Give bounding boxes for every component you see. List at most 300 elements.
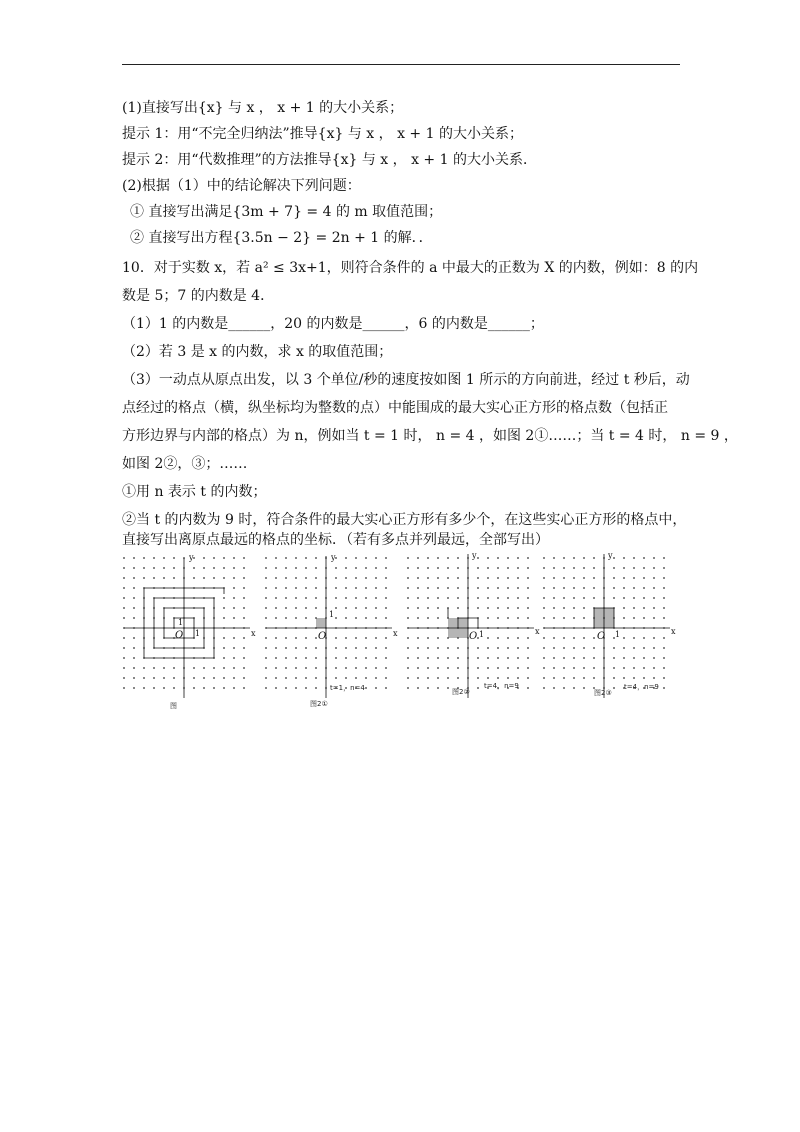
lattice-point (543, 617, 545, 619)
lattice-point (427, 577, 429, 579)
lattice-point (213, 667, 215, 669)
lattice-point (457, 677, 459, 679)
lattice-point (527, 667, 529, 669)
lattice-point (447, 677, 449, 679)
top-rule (122, 64, 680, 65)
lattice-point (355, 587, 357, 589)
lattice-point (527, 587, 529, 589)
lattice-point (427, 597, 429, 599)
lattice-point (427, 677, 429, 679)
lattice-point (193, 567, 195, 569)
lattice-point (427, 687, 429, 689)
lattice-point (265, 577, 267, 579)
lattice-point (335, 617, 337, 619)
figure-2-2-note: t=4，n=9 (484, 682, 519, 690)
lattice-point (487, 617, 489, 619)
lattice-point (573, 587, 575, 589)
lattice-point (173, 557, 175, 559)
lattice-point (315, 617, 317, 619)
lattice-point (315, 597, 317, 599)
lattice-point (613, 587, 615, 589)
lattice-point (355, 637, 357, 639)
lattice-point (223, 687, 225, 689)
lattice-point (553, 647, 555, 649)
lattice-point (123, 577, 125, 579)
lattice-point (527, 567, 529, 569)
lattice-point (295, 607, 297, 609)
lattice-point (345, 677, 347, 679)
lattice-point (295, 617, 297, 619)
lattice-point (385, 587, 387, 589)
text-line-2: 提示 1：用“不完全归纳法”推导{x} 与 x ， x + 1 的大小关系； (122, 126, 523, 142)
y-axis-label: y (608, 551, 613, 560)
lattice-point (427, 647, 429, 649)
lattice-point (123, 687, 125, 689)
lattice-point (437, 557, 439, 559)
lattice-point (633, 587, 635, 589)
lattice-point (153, 667, 155, 669)
lattice-point (275, 617, 277, 619)
lattice-point (233, 597, 235, 599)
lattice-point (285, 587, 287, 589)
lattice-point (203, 567, 205, 569)
lattice-point (447, 657, 449, 659)
lattice-point (583, 687, 585, 689)
lattice-point (583, 557, 585, 559)
lattice-point (365, 557, 367, 559)
lattice-point (315, 687, 317, 689)
lattice-point (223, 577, 225, 579)
figure-1-caption: 图 (170, 702, 177, 710)
lattice-point (375, 567, 377, 569)
lattice-point (663, 597, 665, 599)
lattice-point (447, 557, 449, 559)
lattice-point (265, 637, 267, 639)
lattice-point (355, 667, 357, 669)
lattice-point (573, 637, 575, 639)
lattice-point (553, 657, 555, 659)
lattice-point (437, 647, 439, 649)
origin-label: O (175, 630, 184, 641)
lattice-point (285, 607, 287, 609)
lattice-point (593, 637, 595, 639)
lattice-point (487, 657, 489, 659)
lattice-point (427, 567, 429, 569)
lattice-point (355, 557, 357, 559)
lattice-point (133, 557, 135, 559)
lattice-point (497, 677, 499, 679)
lattice-point (173, 677, 175, 679)
lattice-point (573, 657, 575, 659)
lattice-point (527, 577, 529, 579)
lattice-point (315, 577, 317, 579)
lattice-point (543, 657, 545, 659)
text-line-3: 提示 2：用“代数推理”的方法推导{x} 与 x ， x + 1 的大小关系． (122, 152, 537, 168)
lattice-point (385, 687, 387, 689)
lattice-point (427, 557, 429, 559)
lattice-point (133, 637, 135, 639)
lattice-point (507, 617, 509, 619)
lattice-point (345, 647, 347, 649)
lattice-point (407, 677, 409, 679)
lattice-point (487, 597, 489, 599)
lattice-point (653, 587, 655, 589)
lattice-point (123, 657, 125, 659)
lattice-point (653, 677, 655, 679)
lattice-point (437, 657, 439, 659)
lattice-point (335, 647, 337, 649)
lattice-point (315, 567, 317, 569)
lattice-point (365, 667, 367, 669)
lattice-point (527, 657, 529, 659)
lattice-point (553, 597, 555, 599)
x-axis-label: x (393, 629, 398, 638)
lattice-point (447, 587, 449, 589)
lattice-point (223, 637, 225, 639)
lattice-point (285, 557, 287, 559)
figures-row (118, 548, 678, 718)
lattice-point (543, 557, 545, 559)
question-3-line-4: 如图 2②，③；…… (122, 456, 248, 472)
lattice-point (477, 607, 479, 609)
lattice-point (203, 687, 205, 689)
lattice-point (497, 657, 499, 659)
lattice-point (457, 577, 459, 579)
lattice-point (447, 567, 449, 569)
lattice-point (593, 667, 595, 669)
lattice-point (583, 637, 585, 639)
question-3-line-3: 方形边界与内部的格点）为 n，例如当 t = 1 时， n = 4 ，如图 2①……；当 t = 4 时， n = 9 ， (122, 428, 738, 444)
lattice-point (345, 617, 347, 619)
lattice-point (563, 667, 565, 669)
unit-y-label: 1 (178, 618, 184, 627)
lattice-point (123, 587, 125, 589)
lattice-point (613, 657, 615, 659)
lattice-point (427, 607, 429, 609)
lattice-point (633, 677, 635, 679)
lattice-point (643, 567, 645, 569)
lattice-point (407, 687, 409, 689)
lattice-point (457, 607, 459, 609)
subquestion-b-line-1: ②当 t 的内数为 9 时，符合条件的最大实心正方形有多少个，在这些实心正方形的格点中， (122, 512, 687, 528)
lattice-point (417, 607, 419, 609)
lattice-point (275, 607, 277, 609)
text-line-6: ② 直接写出方程{3.5n − 2} = 2n + 1 的解．． (130, 230, 433, 246)
lattice-point (487, 667, 489, 669)
lattice-point (345, 607, 347, 609)
lattice-point (583, 677, 585, 679)
lattice-point (315, 667, 317, 669)
lattice-point (223, 677, 225, 679)
lattice-point (543, 677, 545, 679)
lattice-point (643, 607, 645, 609)
lattice-point (507, 587, 509, 589)
lattice-point (457, 657, 459, 659)
lattice-point (295, 677, 297, 679)
lattice-point (553, 667, 555, 669)
lattice-point (285, 577, 287, 579)
lattice-point (223, 557, 225, 559)
lattice-point (345, 657, 347, 659)
lattice-point (507, 667, 509, 669)
lattice-point (437, 677, 439, 679)
lattice-point (133, 677, 135, 679)
lattice-point (305, 607, 307, 609)
lattice-point (365, 617, 367, 619)
lattice-point (507, 567, 509, 569)
lattice-point (437, 607, 439, 609)
lattice-point (517, 607, 519, 609)
lattice-point (143, 677, 145, 679)
lattice-point (613, 687, 615, 689)
lattice-point (385, 577, 387, 579)
lattice-point (613, 577, 615, 579)
lattice-point (507, 637, 509, 639)
lattice-point (123, 607, 125, 609)
lattice-point (295, 637, 297, 639)
lattice-point (275, 657, 277, 659)
lattice-point (243, 657, 245, 659)
lattice-point (487, 587, 489, 589)
lattice-point (487, 647, 489, 649)
lattice-point (193, 667, 195, 669)
lattice-point (295, 567, 297, 569)
lattice-point (375, 557, 377, 559)
lattice-point (507, 607, 509, 609)
lattice-point (497, 557, 499, 559)
lattice-point (407, 617, 409, 619)
lattice-point (487, 577, 489, 579)
lattice-point (365, 637, 367, 639)
lattice-point (437, 597, 439, 599)
lattice-point (365, 607, 367, 609)
lattice-point (477, 667, 479, 669)
lattice-point (305, 617, 307, 619)
lattice-point (457, 647, 459, 649)
lattice-point (633, 667, 635, 669)
lattice-point (663, 577, 665, 579)
lattice-point (663, 667, 665, 669)
lattice-point (203, 557, 205, 559)
lattice-point (315, 647, 317, 649)
lattice-point (517, 647, 519, 649)
lattice-point (427, 637, 429, 639)
lattice-point (437, 587, 439, 589)
lattice-point (653, 657, 655, 659)
lattice-point (365, 687, 367, 689)
lattice-point (643, 577, 645, 579)
lattice-point (517, 577, 519, 579)
lattice-point (223, 647, 225, 649)
y-axis-label: y (472, 551, 477, 560)
lattice-point (345, 637, 347, 639)
lattice-point (487, 557, 489, 559)
lattice-point (355, 647, 357, 649)
lattice-point (663, 587, 665, 589)
lattice-point (437, 577, 439, 579)
lattice-point (355, 617, 357, 619)
lattice-point (355, 657, 357, 659)
lattice-point (553, 587, 555, 589)
lattice-point (553, 557, 555, 559)
lattice-point (563, 567, 565, 569)
lattice-point (527, 687, 529, 689)
lattice-point (497, 577, 499, 579)
lattice-point (213, 567, 215, 569)
lattice-point (417, 587, 419, 589)
lattice-point (623, 637, 625, 639)
lattice-point (305, 567, 307, 569)
lattice-point (285, 647, 287, 649)
lattice-point (295, 657, 297, 659)
lattice-point (663, 647, 665, 649)
lattice-point (265, 687, 267, 689)
lattice-point (345, 557, 347, 559)
lattice-point (497, 617, 499, 619)
lattice-point (335, 577, 337, 579)
question-2: （2）若 3 是 x 的内数，求 x 的取值范围； (122, 344, 393, 360)
lattice-point (173, 687, 175, 689)
lattice-point (427, 657, 429, 659)
lattice-point (457, 587, 459, 589)
lattice-point (477, 647, 479, 649)
lattice-point (143, 667, 145, 669)
lattice-point (233, 577, 235, 579)
lattice-point (153, 677, 155, 679)
text-line-4: (2)根据（1）中的结论解决下列问题： (122, 178, 361, 194)
lattice-point (437, 667, 439, 669)
lattice-point (497, 607, 499, 609)
lattice-point (243, 587, 245, 589)
question-3-line-1: （3）一动点从原点出发，以 3 个单位/秒的速度按如图 1 所示的方向前进，经过 t 秒后，动 (122, 372, 690, 388)
lattice-point (243, 667, 245, 669)
lattice-point (233, 617, 235, 619)
lattice-point (275, 577, 277, 579)
lattice-point (643, 677, 645, 679)
lattice-point (295, 687, 297, 689)
lattice-point (193, 577, 195, 579)
lattice-point (437, 617, 439, 619)
lattice-point (643, 647, 645, 649)
lattice-point (335, 637, 337, 639)
figure-2-1 (260, 548, 400, 718)
lattice-point (345, 567, 347, 569)
lattice-point (265, 677, 267, 679)
lattice-point (233, 607, 235, 609)
lattice-point (527, 677, 529, 679)
lattice-point (243, 577, 245, 579)
lattice-point (527, 647, 529, 649)
lattice-point (633, 647, 635, 649)
lattice-point (497, 647, 499, 649)
lattice-point (643, 617, 645, 619)
lattice-point (517, 637, 519, 639)
question-1: （1）1 的内数是______，20 的内数是______，6 的内数是______； (122, 316, 544, 332)
lattice-point (233, 567, 235, 569)
lattice-point (385, 657, 387, 659)
lattice-point (285, 687, 287, 689)
lattice-point (477, 597, 479, 599)
lattice-point (385, 637, 387, 639)
lattice-point (133, 607, 135, 609)
lattice-point (335, 587, 337, 589)
lattice-point (233, 587, 235, 589)
lattice-point (345, 667, 347, 669)
lattice-point (285, 667, 287, 669)
lattice-point (427, 667, 429, 669)
lattice-point (643, 597, 645, 599)
lattice-point (633, 567, 635, 569)
lattice-point (543, 567, 545, 569)
problem-10-line-1: 10．对于实数 x，若 a² ≤ 3x+1，则符合条件的 a 中最大的正数为 X 的内数，例如：8 的内 (122, 260, 699, 276)
lattice-point (663, 687, 665, 689)
lattice-point (355, 607, 357, 609)
lattice-point (583, 647, 585, 649)
lattice-point (613, 677, 615, 679)
lattice-point (295, 587, 297, 589)
lattice-point (633, 617, 635, 619)
lattice-point (643, 637, 645, 639)
lattice-point (527, 557, 529, 559)
lattice-point (365, 677, 367, 679)
lattice-point (375, 677, 377, 679)
lattice-point (653, 637, 655, 639)
lattice-point (457, 567, 459, 569)
lattice-point (243, 607, 245, 609)
y-axis-label: y (189, 553, 194, 562)
lattice-point (133, 617, 135, 619)
lattice-point (193, 677, 195, 679)
lattice-point (623, 657, 625, 659)
lattice-point (477, 567, 479, 569)
lattice-point (305, 687, 307, 689)
question-3-line-2: 点经过的格点（横，纵坐标均为整数的点）中能围成的最大实心正方形的格点数（包括正 (122, 400, 668, 416)
lattice-point (345, 587, 347, 589)
lattice-point (417, 637, 419, 639)
lattice-point (573, 647, 575, 649)
lattice-point (335, 607, 337, 609)
subquestion-a: ①用 n 表示 t 的内数； (122, 484, 267, 500)
lattice-point (477, 577, 479, 579)
lattice-point (583, 567, 585, 569)
lattice-point (563, 637, 565, 639)
lattice-point (447, 597, 449, 599)
lattice-point (385, 607, 387, 609)
lattice-point (407, 657, 409, 659)
lattice-point (653, 617, 655, 619)
lattice-point (487, 637, 489, 639)
lattice-point (285, 657, 287, 659)
lattice-point (385, 617, 387, 619)
lattice-point (623, 587, 625, 589)
figure-2-1-note: t=1，n=4 (330, 684, 365, 692)
lattice-point (365, 567, 367, 569)
lattice-point (123, 567, 125, 569)
lattice-point (123, 667, 125, 669)
lattice-point (305, 657, 307, 659)
lattice-point (663, 677, 665, 679)
lattice-point (613, 667, 615, 669)
lattice-point (563, 647, 565, 649)
lattice-point (295, 577, 297, 579)
figure-2-3-note: t=4，n=9 (624, 683, 659, 691)
lattice-point (527, 617, 529, 619)
lattice-point (573, 687, 575, 689)
lattice-point (507, 597, 509, 599)
lattice-point (527, 597, 529, 599)
lattice-point (213, 577, 215, 579)
lattice-point (663, 567, 665, 569)
